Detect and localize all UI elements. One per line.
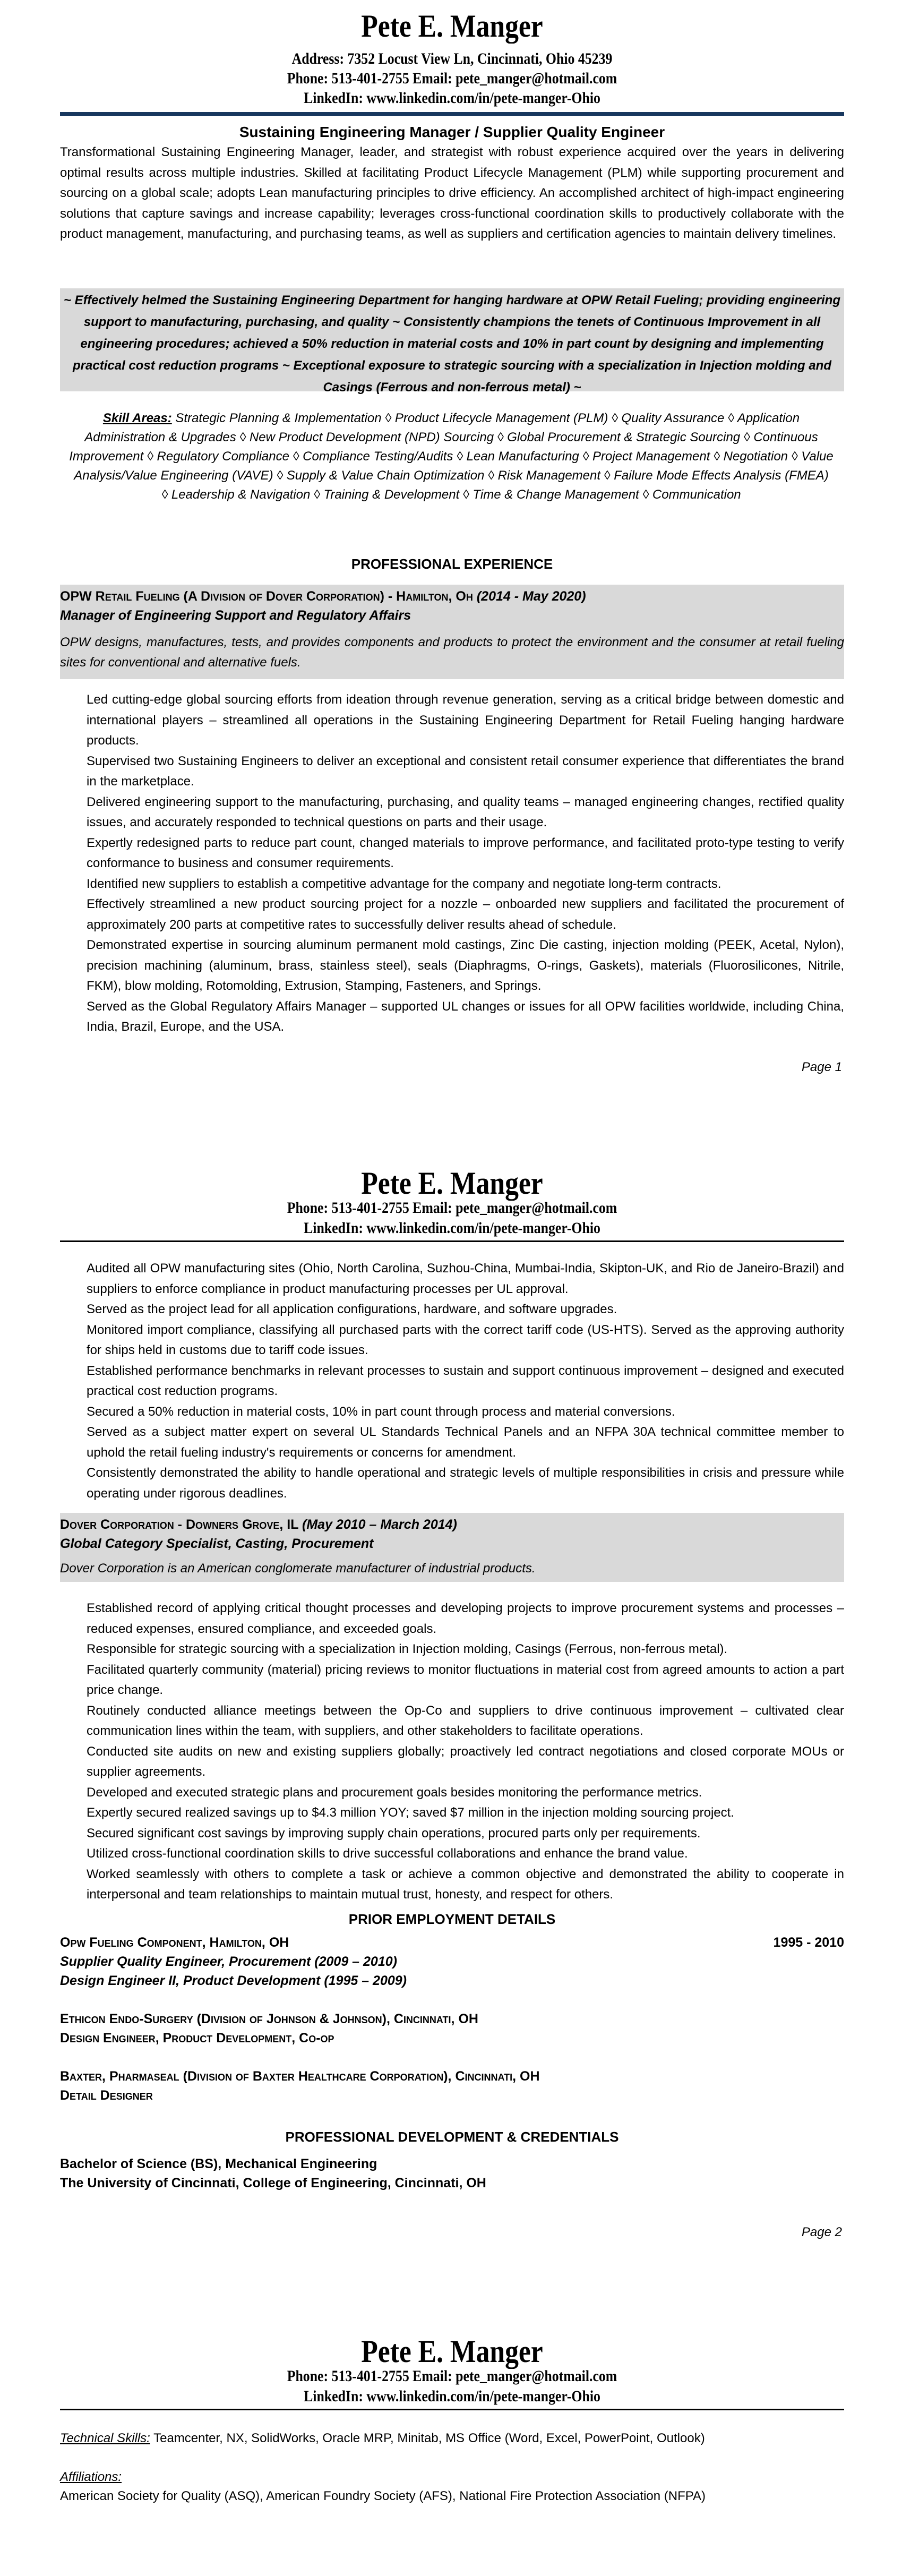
bullet-item: Served as a subject matter expert on several UL Standards Technical Panels and an NFPA 30A technical committee member to uphold the retail fueling industry's requirements or concerns for amendment. xyxy=(87,1425,844,1460)
bullet-item: Supervised two Sustaining Engineers to deliver an exceptional and consistent retail consumer experience that differentiates the brand in the marketplace. xyxy=(87,754,844,789)
header-divider xyxy=(60,2409,844,2410)
phone-email: Phone: 513-401-2755 Email: pete_manger@hotmail.com xyxy=(287,1199,617,1217)
header-divider xyxy=(60,1240,844,1242)
bullet-item: Responsible for strategic sourcing with a specialization in Injection molding, Casings (Ferrous, non-ferrous metal). xyxy=(87,1642,728,1656)
job-role: Manager of Engineering Support and Regulatory Affairs xyxy=(60,608,411,623)
bullet-item: Demonstrated expertise in sourcing aluminum permanent mold castings, Zinc Die casting, injection molding (PEEK, Acetal, Nylon), precision machining (aluminum, brass, stainless steel), seals (Diaphragms, O-rings, Gaskets), materials (Fluorosilicones, Nitrile, FKM), blow molding, Rotomolding, Extrusion, Stamping, Fasteners, and Springs. xyxy=(87,938,844,993)
skill-areas-list: Strategic Planning & Implementation ◊ Product Lifecycle Management (PLM) ◊ Quality Assurance ◊ Application Administration & Upgrades ◊ New Product Development (NPD) Sourcing ◊ Global Procurement & Strategic Sourcing ◊ Continuous Improvement ◊ Regulatory Compliance ◊ Compliance Testing/Audits ◊ Lean Manufacturing ◊ Project Management ◊ Negotiation ◊ Value Analysis/Value Engineering (VAVE) ◊ Supply & Value Chain Optimization ◊ Risk Management ◊ Failure Mode Effects Analysis (FMEA) ◊ Leadership & Navigation ◊ Training & Development ◊ Time & Change Management ◊ Communication xyxy=(69,411,834,502)
bullet-item: Expertly redesigned parts to reduce part count, changed materials to improve performance, and facilitated proto-type testing to verify conformance to business and consumer requirements. xyxy=(87,835,844,870)
company-name: OPW Retail Fueling (A Division of Dover Corporation) - Hamilton, Oh (2014 - May 2020) xyxy=(60,589,586,604)
skill-areas xyxy=(69,409,834,504)
prior-role: Supplier Quality Engineer, Procurement (2009 – 2010) xyxy=(60,1954,397,1969)
prior-entry xyxy=(60,2009,844,2048)
bullet-item: Facilitated quarterly community (material) pricing reviews to monitor fluctuations in material cost from agreed amounts to action a part price change. xyxy=(87,1662,844,1697)
bullet-item: Established record of applying critical thought processes and developing projects to improve procurement systems and processes – reduced expenses, ensured compliance, and exceeded goals. xyxy=(87,1601,844,1636)
bullet-item: Monitored import compliance, classifying all purchased parts with the correct tariff code (US-HTS). Served as the approving authority for ships held in customs due to tariff code issues. xyxy=(87,1322,844,1357)
prior-entry xyxy=(60,1933,844,1990)
address: Address: 7352 Locust View Ln, Cincinnati, Ohio 45239 xyxy=(291,50,613,67)
section-heading-credentials: PROFESSIONAL DEVELOPMENT & CREDENTIALS xyxy=(285,2129,619,2145)
bullet-item: Secured significant cost savings by improving supply chain operations, procured parts only per requirements. xyxy=(87,1826,701,1841)
prior-company: Opw Fueling Component, Hamilton, OH xyxy=(60,1935,289,1950)
job-dates: (May 2010 – March 2014) xyxy=(302,1517,457,1532)
school: The University of Cincinnati, College of Engineering, Cincinnati, OH xyxy=(60,2176,486,2190)
headline-title: Sustaining Engineering Manager / Supplier Quality Engineer xyxy=(239,124,665,140)
section-heading-experience: PROFESSIONAL EXPERIENCE xyxy=(351,556,553,572)
job-header-dover xyxy=(60,1513,844,1582)
bullet-item: Delivered engineering support to the manufacturing, purchasing, and quality teams – managed engineering changes, rectified quality issues, and accurately responded to technical questions on parts and their usage. xyxy=(87,794,844,829)
company-description: Dover Corporation is an American conglomerate manufacturer of industrial products. xyxy=(60,1561,536,1576)
prior-role: Detail Designer xyxy=(60,2088,153,2103)
candidate-name: Pete E. Manger xyxy=(361,1166,543,1201)
degree: Bachelor of Science (BS), Mechanical Engineering xyxy=(60,2156,377,2171)
bullet-item: Audited all OPW manufacturing sites (Ohio, North Carolina, Suzhou-China, Mumbai-India, Skipton-UK, and Rio de Janeiro-Brazil) and suppliers to enforce compliance in product manufacturing processes per UL approval. xyxy=(87,1261,844,1296)
bullet-item: Routinely conducted alliance meetings between the Op-Co and suppliers to drive continuous improvement – cultivated clear communication lines within the team, with suppliers, and other stakeholders to facilitate operations. xyxy=(87,1703,844,1738)
bullet-item: Worked seamlessly with others to complete a task or achieve a common objective and demonstrated the ability to cooperate in interpersonal and team relationships to maintain mutual trust, honesty, and respect for others. xyxy=(87,1867,844,1902)
bullet-item: Expertly secured realized savings up to $4.3 million YOY; saved $7 million in the injection molding sourcing project. xyxy=(87,1805,734,1820)
job-bullets-opw-page2 xyxy=(87,1259,844,1504)
bullet-item: Conducted site audits on new and existing suppliers globally; proactively led contract negotiations and closed corporate MOUs or supplier agreements. xyxy=(87,1744,844,1779)
company-description: OPW designs, manufactures, tests, and provides components and products to protect the environment and the consumer at retail fueling sites for conventional and alternative fuels. xyxy=(60,635,844,670)
prior-role: Design Engineer, Product Development, Co-op xyxy=(60,2031,334,2046)
bullet-item: Consistently demonstrated the ability to handle operational and strategic levels of multiple responsibilities in crisis and pressure while operating under rigorous deadlines. xyxy=(87,1466,844,1501)
bullet-item: Effectively streamlined a new product sourcing project for a nozzle – onboarded new suppliers and facilitated the procurement of approximately 200 parts at competitive rates to successfully deliver results ahead of schedule. xyxy=(87,897,844,932)
prior-employment-list xyxy=(60,1933,844,2105)
bullet-item: Secured a 50% reduction in material costs, 10% in part count through process and material conversions. xyxy=(87,1404,675,1419)
affiliations-text: American Society for Quality (ASQ), American Foundry Society (AFS), National Fire Protection Association (NFPA) xyxy=(60,2489,706,2503)
page-number: Page 2 xyxy=(801,2225,842,2239)
technical-skills-text: Teamcenter, NX, SolidWorks, Oracle MRP, Minitab, MS Office (Word, Excel, PowerPoint, Outlook) xyxy=(150,2431,705,2445)
candidate-name: Pete E. Manger xyxy=(361,8,543,44)
summary-text: Transformational Sustaining Engineering Manager, leader, and strategist with robust experience acquired over the years in delivering optimal results across multiple industries. Skilled at facilitating Product Lifecycle Management (PLM) while supporting procurement and sourcing on a global scale; adopts Lean manufacturing principles to drive efficiency. An accomplished architect of high-impact engineering solutions that capture savings and increase capability; leverages cross-functional coordination skills to productively collaborate with the product management, manufacturing, and purchasing teams, as well as suppliers and certification agencies to maintain delivery timelines. xyxy=(60,145,844,241)
page-number: Page 1 xyxy=(801,1060,842,1074)
header-divider xyxy=(60,112,844,116)
bullet-item: Established performance benchmarks in relevant processes to sustain and support continuous improvement – designed and executed practical cost reduction programs. xyxy=(87,1363,844,1398)
prior-company: Ethicon Endo-Surgery (Division of Johnson & Johnson), Cincinnati, OH xyxy=(60,2012,478,2026)
bullet-item: Led cutting-edge global sourcing efforts from ideation through revenue generation, serving as a critical bridge between domestic and international players – streamlined all operations in the Sustaining Engineering Department for Retail Fueling hanging hardware products. xyxy=(87,692,844,748)
job-bullets-dover xyxy=(87,1598,844,1905)
job-role: Global Category Specialist, Casting, Procurement xyxy=(60,1536,374,1551)
bullet-item: Identified new suppliers to establish a competitive advantage for the company and negotiate long-term contracts. xyxy=(87,876,721,891)
phone-email: Phone: 513-401-2755 Email: pete_manger@hotmail.com xyxy=(287,2367,617,2385)
bullet-item: Served as the project lead for all application configurations, hardware, and software upgrades. xyxy=(87,1302,617,1316)
prior-entry xyxy=(60,2067,844,2105)
linkedin-link[interactable]: LinkedIn: www.linkedin.com/in/pete-manger-Ohio xyxy=(304,2387,600,2405)
bullet-item: Utilized cross-functional coordination skills to drive successful collaborations and enhance the brand value. xyxy=(87,1846,688,1861)
job-dates: (2014 - May 2020) xyxy=(476,589,586,604)
job-bullets-opw-page1 xyxy=(87,690,844,1038)
skill-areas-label: Skill Areas: xyxy=(102,411,172,425)
prior-dates: 1995 - 2010 xyxy=(773,1935,844,1950)
bullet-item: Served as the Global Regulatory Affairs Manager – supported UL changes or issues for all OPW facilities worldwide, including China, India, Brazil, Europe, and the USA. xyxy=(87,999,844,1034)
prior-company: Baxter, Pharmaseal (Division of Baxter Healthcare Corporation), Cincinnati, OH xyxy=(60,2069,540,2084)
company-name: Dover Corporation - Downers Grove, IL (May 2010 – March 2014) xyxy=(60,1517,457,1532)
linkedin-link[interactable]: LinkedIn: www.linkedin.com/in/pete-manger-Ohio xyxy=(304,1219,600,1237)
phone-email: Phone: 513-401-2755 Email: pete_manger@hotmail.com xyxy=(287,70,617,87)
technical-skills-label: Technical Skills: xyxy=(60,2431,150,2445)
job-header-opw xyxy=(60,585,844,679)
highlight-banner: ~ Effectively helmed the Sustaining Engineering Department for hanging hardware at OPW Retail Fueling; providing engineering support to manufacturing, purchasing, and quality ~ Consistently champions the tenets of Continuous Improvement in all engineering procedures; achieved a 50% reduction in material costs and 10% in part count by designing and implementing practical cost reduction programs ~ Exceptional exposure to strategic sourcing with a specialization in Injection molding and Casings (Ferrous and non-ferrous metal) ~ xyxy=(60,288,844,391)
technical-skills xyxy=(60,2429,844,2448)
linkedin-link[interactable]: LinkedIn: www.linkedin.com/in/pete-manger-Ohio xyxy=(304,89,600,107)
bullet-item: Developed and executed strategic plans and procurement goals besides monitoring the performance metrics. xyxy=(87,1785,702,1800)
candidate-name: Pete E. Manger xyxy=(361,2334,543,2369)
affiliations-label: Affiliations: xyxy=(60,2470,122,2484)
prior-role: Design Engineer II, Product Development (1995 – 2009) xyxy=(60,1973,407,1988)
section-heading-prior-employment: PRIOR EMPLOYMENT DETAILS xyxy=(348,1911,556,1927)
